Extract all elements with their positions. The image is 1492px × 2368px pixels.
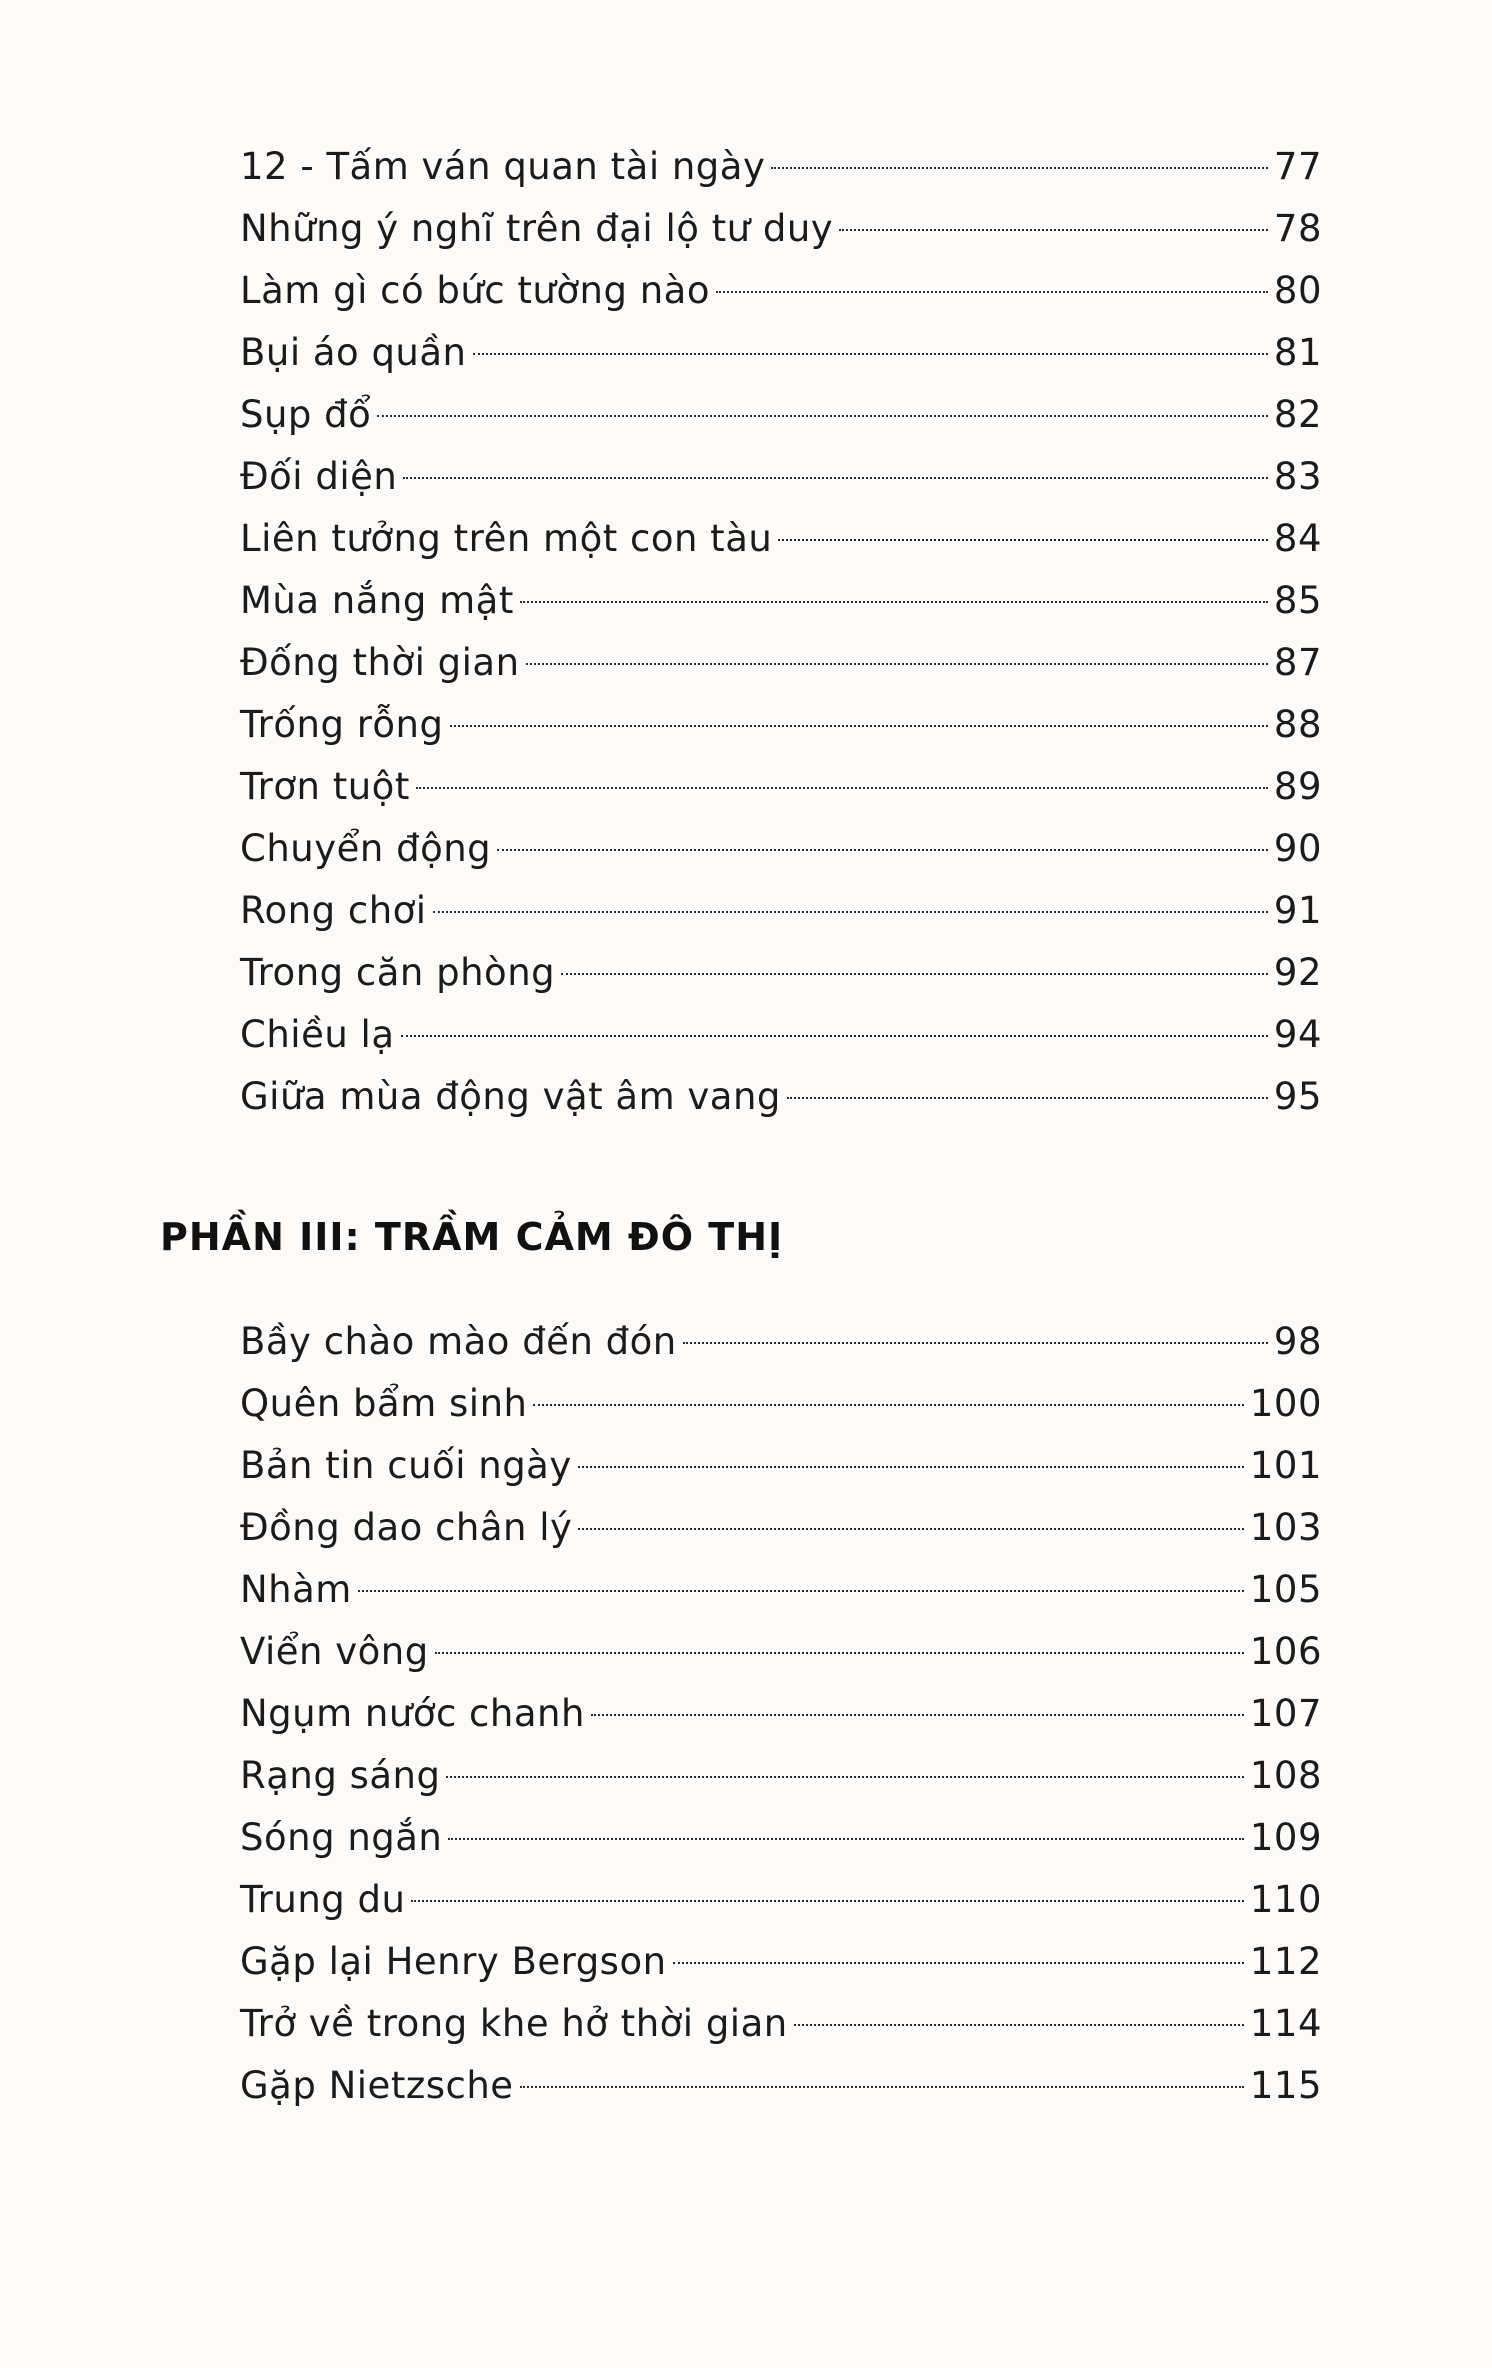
toc-entry-title: Rong chơi: [240, 889, 427, 932]
toc-entry: [240, 1993, 1322, 2055]
toc-entry: [240, 818, 1322, 880]
toc-entry-title: Ngụm nước chanh: [240, 1692, 585, 1735]
dot-leader: [520, 2086, 1244, 2088]
toc-entry-page-number: 106: [1249, 1630, 1322, 1673]
toc-entry-page-number: 95: [1273, 1075, 1322, 1118]
toc-entry-page-number: 109: [1249, 1816, 1322, 1859]
toc-entry-page-number: 92: [1273, 951, 1322, 994]
toc-entry: [240, 260, 1322, 322]
dot-leader: [473, 353, 1268, 355]
dot-leader: [561, 973, 1268, 975]
toc-entry: [240, 1869, 1322, 1931]
toc-entry: [240, 1807, 1322, 1869]
toc-entry-title: Rạng sáng: [240, 1754, 441, 1797]
dot-leader: [416, 787, 1268, 789]
toc-entry-title: Bầy chào mào đến đón: [240, 1320, 677, 1363]
dot-leader: [533, 1404, 1243, 1406]
toc-entry-title: Làm gì có bức tường nào: [240, 269, 710, 312]
dot-leader: [401, 1035, 1268, 1037]
dot-leader: [787, 1097, 1268, 1099]
dot-leader: [683, 1342, 1268, 1344]
toc-entry-title: Chiều lạ: [240, 1013, 395, 1056]
toc-entry-page-number: 108: [1249, 1754, 1322, 1797]
dot-leader: [403, 477, 1268, 479]
toc-entry-page-number: 88: [1273, 703, 1322, 746]
toc-entry-title: Đống thời gian: [240, 641, 520, 684]
toc-entry: [240, 1621, 1322, 1683]
toc-entry-page-number: 101: [1249, 1444, 1322, 1487]
toc-entry: [240, 508, 1322, 570]
toc-entry-page-number: 85: [1273, 579, 1322, 622]
dot-leader: [771, 167, 1268, 169]
toc-entry-title: Sóng ngắn: [240, 1816, 443, 1859]
toc-entry-title: Liên tưởng trên một con tàu: [240, 517, 773, 560]
toc-entry: [240, 1004, 1322, 1066]
toc-entry-page-number: 89: [1273, 765, 1322, 808]
toc-entry-page-number: 110: [1249, 1878, 1322, 1921]
toc-entry-title: Nhàm: [240, 1568, 352, 1611]
toc-entry-page-number: 100: [1249, 1382, 1322, 1425]
toc-entry-page-number: 91: [1273, 889, 1322, 932]
toc-entry: [240, 1559, 1322, 1621]
toc-entry: [240, 1497, 1322, 1559]
toc-entry-page-number: 78: [1273, 207, 1322, 250]
toc-entry-page-number: 83: [1273, 455, 1322, 498]
toc-entry-title: Bản tin cuối ngày: [240, 1444, 572, 1487]
toc-entry: [240, 198, 1322, 260]
dot-leader: [497, 849, 1268, 851]
toc-entry-page-number: 105: [1249, 1568, 1322, 1611]
toc-entry-title: Đồng dao chân lý: [240, 1506, 573, 1549]
toc-entry: [240, 880, 1322, 942]
toc-entry: [240, 136, 1322, 198]
toc-entry: [240, 1683, 1322, 1745]
toc-entry: [240, 384, 1322, 446]
toc-entry-page-number: 80: [1273, 269, 1322, 312]
dot-leader: [778, 539, 1268, 541]
toc-entry-title: Bụi áo quần: [240, 331, 467, 374]
toc-entry: [240, 1931, 1322, 1993]
toc-entry-page-number: 87: [1273, 641, 1322, 684]
toc-entry-title: Giữa mùa động vật âm vang: [240, 1075, 781, 1118]
toc-entry-page-number: 107: [1249, 1692, 1322, 1735]
toc-entry-title: Trong căn phòng: [240, 951, 556, 994]
toc-entry-title: Trung du: [240, 1878, 406, 1921]
toc-entry: [240, 632, 1322, 694]
toc-entry-page-number: 112: [1249, 1940, 1322, 1983]
toc-entry-title: Trở về trong khe hở thời gian: [240, 2002, 788, 2045]
dot-leader: [578, 1528, 1243, 1530]
toc-entry-page-number: 114: [1249, 2002, 1322, 2045]
toc-list-part-2: [240, 136, 1322, 1128]
toc-entry-title: Trơn tuột: [240, 765, 410, 808]
dot-leader: [520, 601, 1268, 603]
toc-entry-page-number: 115: [1249, 2064, 1322, 2107]
toc-entry-title: Viển vông: [240, 1630, 429, 1673]
dot-leader: [446, 1776, 1243, 1778]
toc-entry-title: Những ý nghĩ trên đại lộ tư duy: [240, 207, 834, 250]
toc-entry-page-number: 82: [1273, 393, 1322, 436]
dot-leader: [578, 1466, 1244, 1468]
toc-entry-title: Gặp lại Henry Bergson: [240, 1940, 667, 1983]
toc-entry: [240, 1311, 1322, 1373]
toc-entry-title: Gặp Nietzsche: [240, 2064, 514, 2107]
toc-entry: [240, 1066, 1322, 1128]
toc-entry-page-number: 77: [1273, 145, 1322, 188]
dot-leader: [591, 1714, 1244, 1716]
dot-leader: [435, 1652, 1244, 1654]
toc-entry-title: Sụp đổ: [240, 393, 372, 436]
toc-entry: [240, 1745, 1322, 1807]
dot-leader: [716, 291, 1268, 293]
toc-entry-title: Trống rỗng: [240, 703, 444, 746]
dot-leader: [358, 1590, 1244, 1592]
toc-entry: [240, 2055, 1322, 2117]
toc-entry: [240, 570, 1322, 632]
toc-entry: [240, 1373, 1322, 1435]
toc-list-part-3: [240, 1311, 1322, 2117]
toc-entry-page-number: 94: [1273, 1013, 1322, 1056]
dot-leader: [377, 415, 1268, 417]
dot-leader: [433, 911, 1268, 913]
dot-leader: [673, 1962, 1244, 1964]
dot-leader: [839, 229, 1268, 231]
toc-entry: [240, 446, 1322, 508]
dot-leader: [794, 2024, 1244, 2026]
dot-leader: [448, 1838, 1243, 1840]
toc-entry: [240, 756, 1322, 818]
toc-entry: [240, 1435, 1322, 1497]
toc-entry: [240, 694, 1322, 756]
dot-leader: [411, 1900, 1243, 1902]
dot-leader: [450, 725, 1268, 727]
toc-entry-title: Quên bẩm sinh: [240, 1382, 528, 1425]
toc-entry: [240, 942, 1322, 1004]
toc-entry-title: 12 - Tấm ván quan tài ngày: [240, 145, 766, 188]
toc-entry-page-number: 84: [1273, 517, 1322, 560]
toc-entry-page-number: 90: [1273, 827, 1322, 870]
toc-entry-page-number: 98: [1273, 1320, 1322, 1363]
toc-entry-title: Chuyển động: [240, 827, 492, 870]
toc-entry: [240, 322, 1322, 384]
toc-entry-page-number: 81: [1273, 331, 1322, 374]
toc-entry-page-number: 103: [1249, 1506, 1322, 1549]
toc-entry-title: Đối diện: [240, 455, 398, 498]
toc-entry-title: Mùa nắng mật: [240, 579, 514, 622]
section-heading: PHẦN III: TRẦM CẢM ĐÔ THỊ: [160, 1215, 784, 1259]
dot-leader: [526, 663, 1268, 665]
